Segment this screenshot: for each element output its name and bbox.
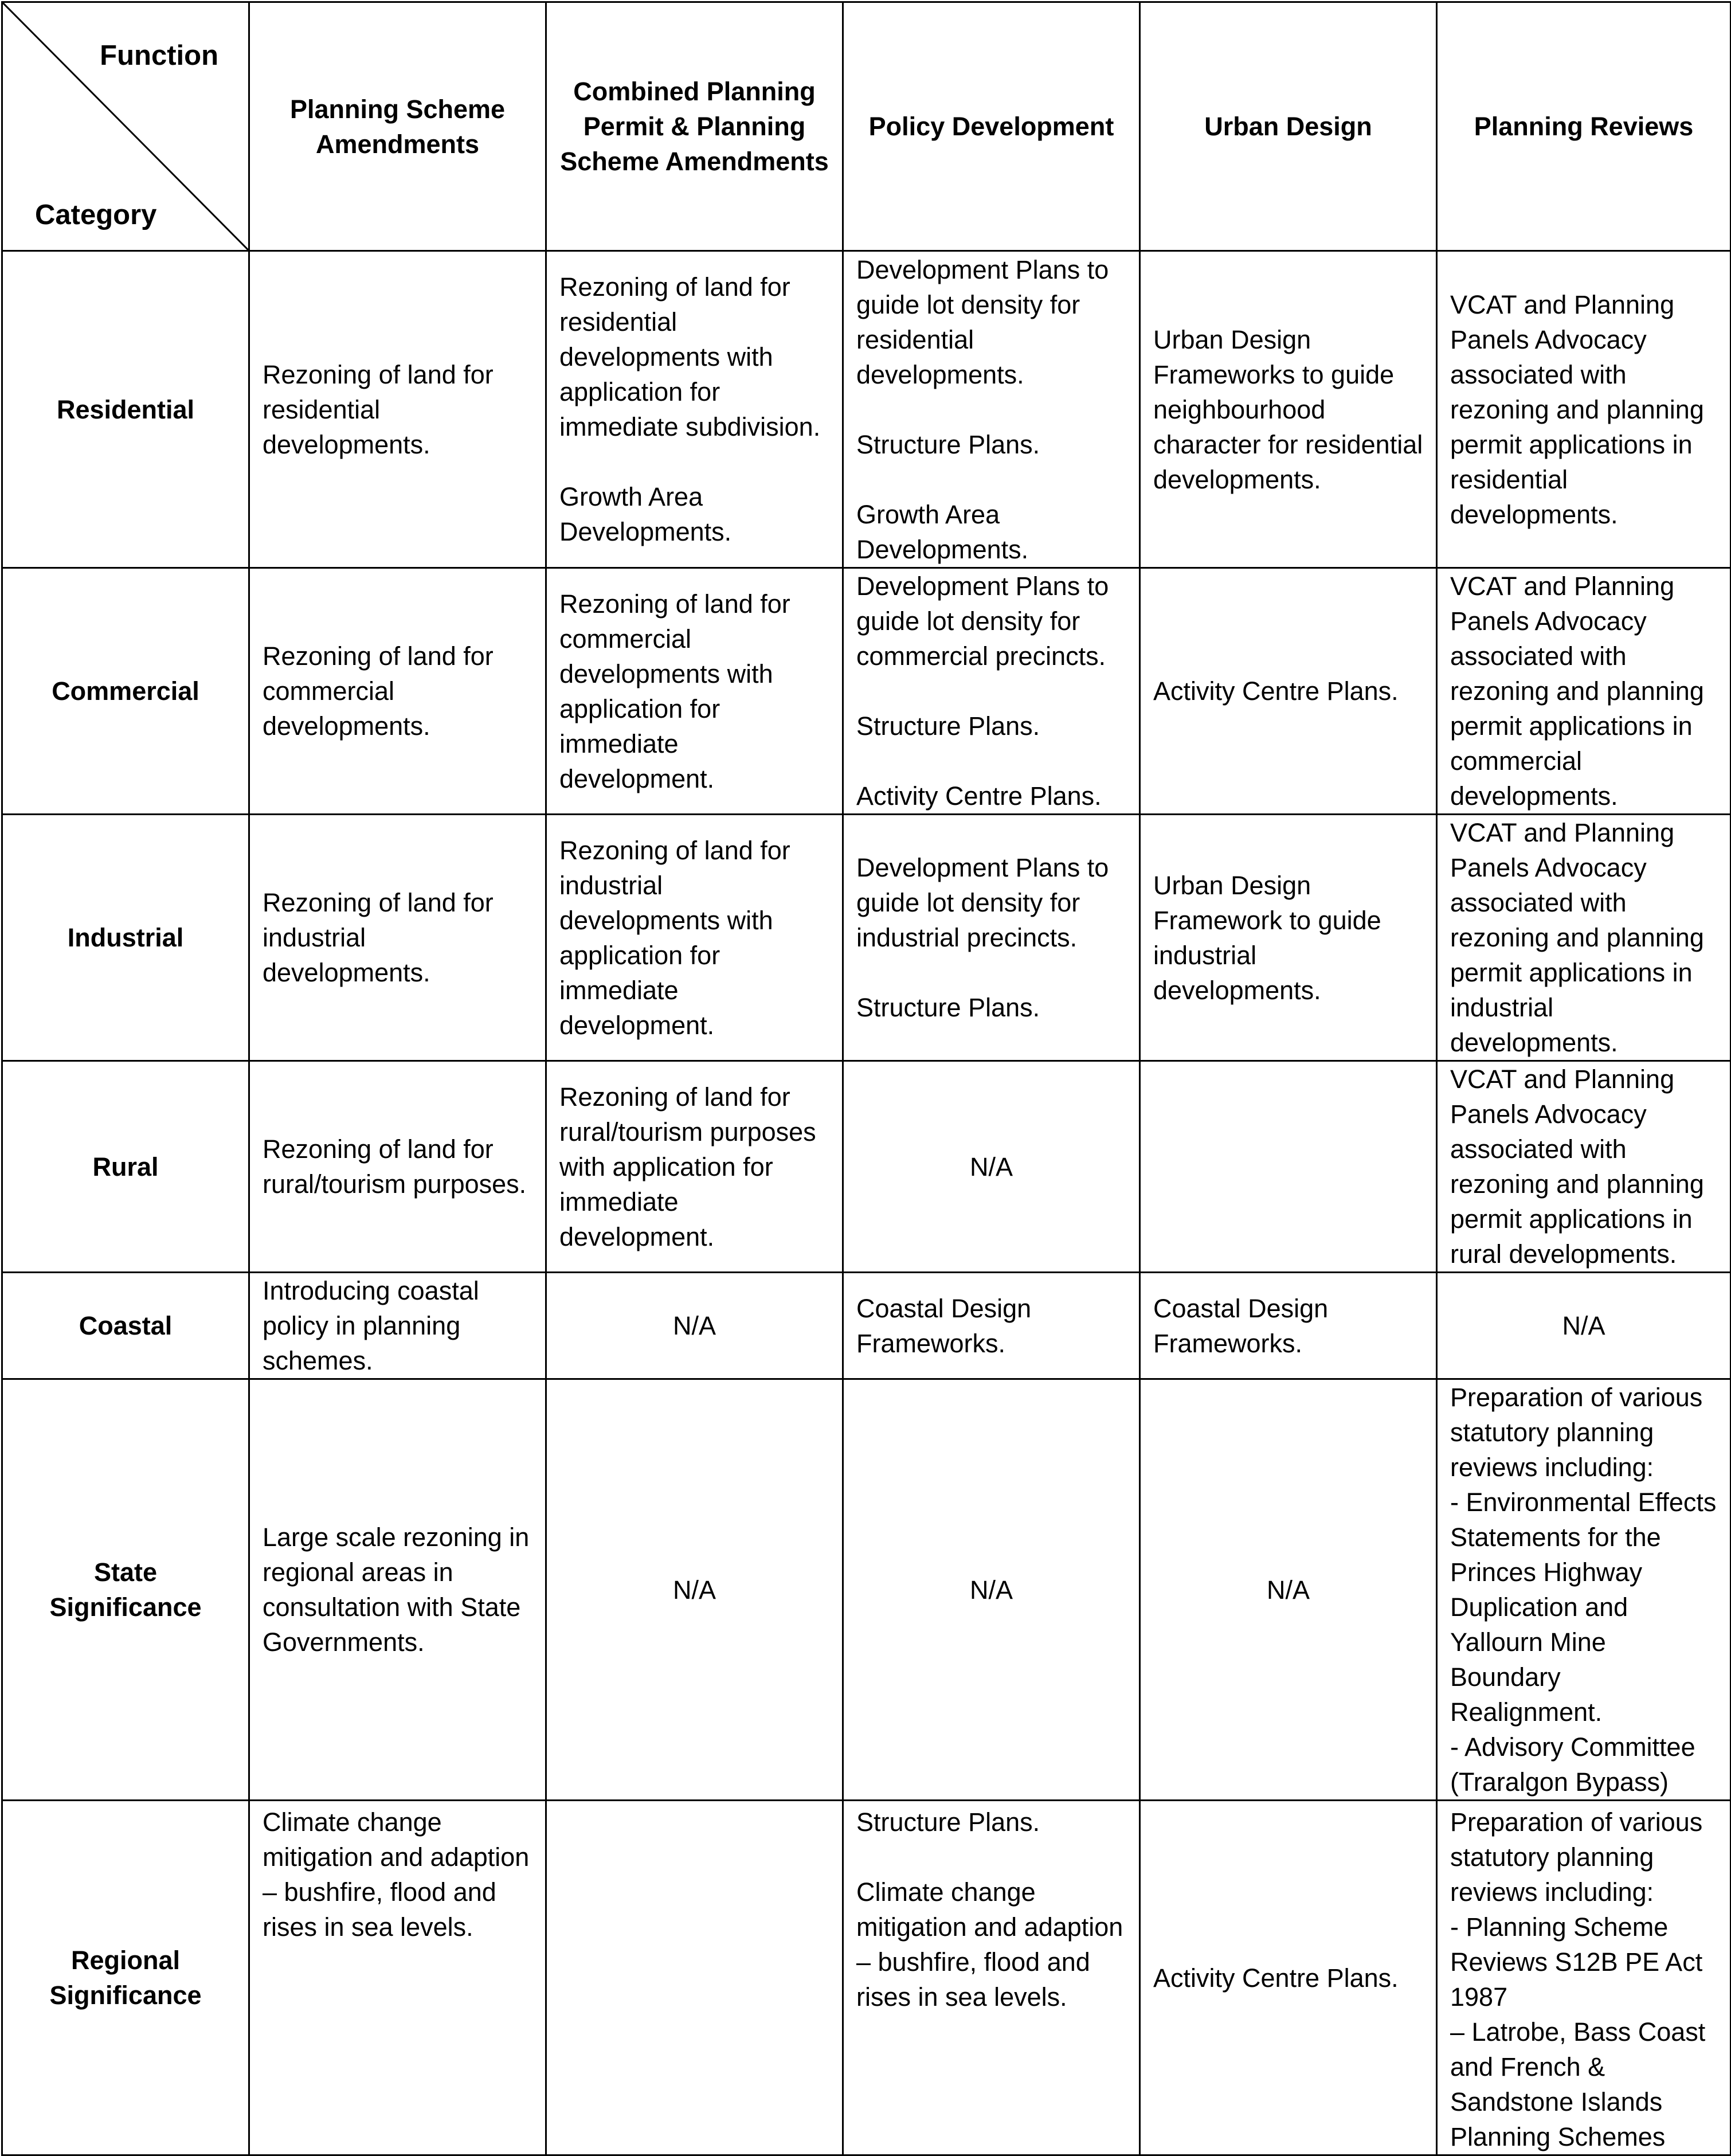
table-cell: N/A — [546, 1273, 843, 1379]
table-cell: N/A — [843, 1061, 1140, 1273]
function-axis-label: Function — [100, 40, 218, 71]
row-category: Rural — [2, 1061, 249, 1273]
table-cell: Development Plans to guide lot density for industrial precincts. Structure Plans. — [843, 815, 1140, 1061]
table-cell: Coastal Design Frameworks. — [843, 1273, 1140, 1379]
table-cell: Introducing coastal policy in planning schemes. — [249, 1273, 546, 1379]
table-cell: Activity Centre Plans. — [1140, 1801, 1437, 2155]
table-cell: Activity Centre Plans. — [1140, 568, 1437, 815]
table-cell — [1140, 1061, 1437, 1273]
table-cell: N/A — [1437, 1273, 1731, 1379]
table-row — [2, 251, 1731, 568]
table-cell: Coastal Design Frameworks. — [1140, 1273, 1437, 1379]
table-cell: N/A — [1140, 1379, 1437, 1801]
table-cell: VCAT and Planning Panels Advocacy associated with rezoning and planning permit applications in rural developments. — [1437, 1061, 1731, 1273]
column-header: Combined Planning Permit & Planning Scheme Amendments — [546, 2, 843, 251]
table-cell: N/A — [546, 1379, 843, 1801]
planning-functions-table — [1, 1, 1731, 2156]
corner-header-cell — [2, 2, 249, 251]
row-category: State Significance — [2, 1379, 249, 1801]
table-cell: Preparation of various statutory planning reviews including: - Environmental Effects Statements for the Princes Highway Duplication and Yallourn Mine Boundary Realignment. - Advisory Committee (Traralgon Bypass) — [1437, 1379, 1731, 1801]
table-cell: VCAT and Planning Panels Advocacy associated with rezoning and planning permit applications in residential developments. — [1437, 251, 1731, 568]
column-header: Planning Reviews — [1437, 2, 1731, 251]
table-row — [2, 815, 1731, 1061]
table-cell: Rezoning of land for industrial developments. — [249, 815, 546, 1061]
row-category: Coastal — [2, 1273, 249, 1379]
header-row — [2, 2, 1731, 251]
category-axis-label: Category — [35, 199, 157, 230]
column-header: Planning Scheme Amendments — [249, 2, 546, 251]
table-cell: Large scale rezoning in regional areas in consultation with State Governments. — [249, 1379, 546, 1801]
table-cell: Urban Design Frameworks to guide neighbourhood character for residential developments. — [1140, 251, 1437, 568]
table-cell — [546, 1801, 843, 2155]
table-cell: Rezoning of land for residential developments. — [249, 251, 546, 568]
table-cell: Rezoning of land for industrial developments with application for immediate development. — [546, 815, 843, 1061]
table-cell: Development Plans to guide lot density for residential developments. Structure Plans. Growth Area Developments. — [843, 251, 1140, 568]
table-cell: VCAT and Planning Panels Advocacy associated with rezoning and planning permit applications in commercial developments. — [1437, 568, 1731, 815]
table-cell: Structure Plans. Climate change mitigation and adaption – bushfire, flood and rises in sea levels. — [843, 1801, 1140, 2155]
table-cell: Rezoning of land for rural/tourism purposes. — [249, 1061, 546, 1273]
table-cell: Urban Design Framework to guide industrial developments. — [1140, 815, 1437, 1061]
table-cell: Preparation of various statutory planning reviews including: - Planning Scheme Reviews S12B PE Act 1987 – Latrobe, Bass Coast and French & Sandstone Islands Planning Schemes — [1437, 1801, 1731, 2155]
table-cell: N/A — [843, 1379, 1140, 1801]
column-header: Urban Design — [1140, 2, 1437, 251]
row-category: Industrial — [2, 815, 249, 1061]
table-cell: Rezoning of land for rural/tourism purposes with application for immediate development. — [546, 1061, 843, 1273]
row-category: Regional Significance — [2, 1801, 249, 2155]
table-row — [2, 568, 1731, 815]
column-header: Policy Development — [843, 2, 1140, 251]
row-category: Residential — [2, 251, 249, 568]
row-category: Commercial — [2, 568, 249, 815]
table-cell: Climate change mitigation and adaption – bushfire, flood and rises in sea levels. — [249, 1801, 546, 2155]
table-cell: Development Plans to guide lot density for commercial precincts. Structure Plans. Activity Centre Plans. — [843, 568, 1140, 815]
table-row — [2, 1273, 1731, 1379]
table-row — [2, 1801, 1731, 2155]
table-row — [2, 1379, 1731, 1801]
table-cell: Rezoning of land for commercial developments with application for immediate development. — [546, 568, 843, 815]
table-row — [2, 1061, 1731, 1273]
table-cell: VCAT and Planning Panels Advocacy associated with rezoning and planning permit applications in industrial developments. — [1437, 815, 1731, 1061]
table-cell: Rezoning of land for residential developments with application for immediate subdivision. Growth Area Developments. — [546, 251, 843, 568]
table-cell: Rezoning of land for commercial developments. — [249, 568, 546, 815]
